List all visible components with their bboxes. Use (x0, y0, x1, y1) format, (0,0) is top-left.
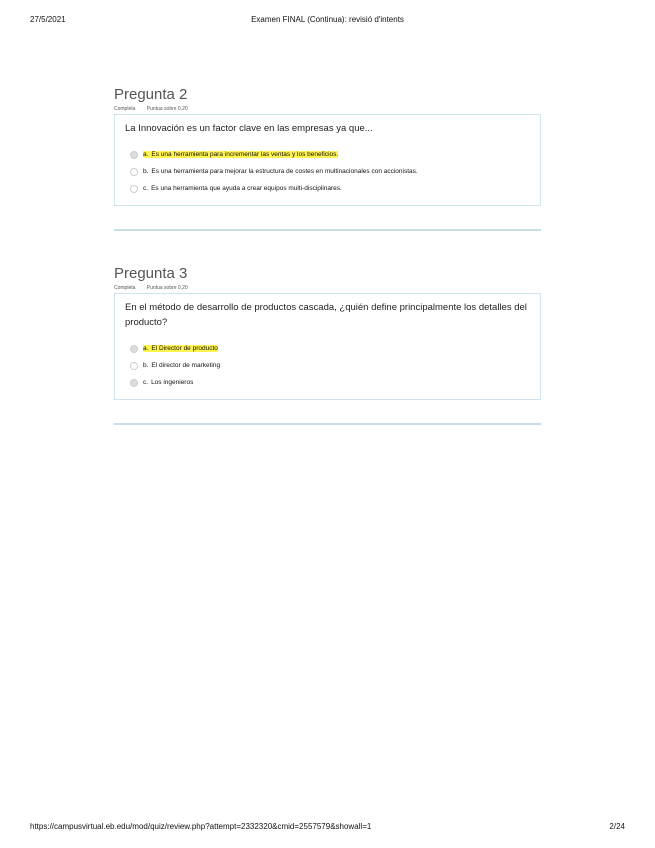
question-2 (114, 86, 541, 206)
question-divider (114, 423, 541, 425)
answer-text: El Director de producto (151, 345, 218, 352)
answer-highlight (143, 151, 338, 158)
radio-icon[interactable] (130, 379, 138, 387)
answer-option-c[interactable] (130, 180, 530, 197)
question-text: La Innovación es un factor clave en las empresas ya que... (125, 123, 373, 134)
question-title: Pregunta 2 (114, 86, 188, 103)
question-3 (114, 265, 541, 400)
answer-option-b[interactable] (130, 163, 530, 180)
print-url: https://campusvirtual.eb.edu/mod/quiz/review.php?attempt=2332320&cmid=2557579&showall=1 (30, 822, 372, 831)
question-status: Completa (114, 285, 136, 291)
question-status: Completa (114, 106, 136, 112)
question-info (114, 106, 541, 113)
answer-letter: a. (143, 345, 149, 352)
answer-option-a[interactable] (130, 146, 530, 163)
question-divider (114, 229, 541, 231)
question-title: Pregunta 3 (114, 265, 188, 282)
radio-icon[interactable] (130, 185, 138, 193)
print-date: 27/5/2021 (30, 15, 66, 24)
radio-icon[interactable] (130, 345, 138, 353)
radio-icon[interactable] (130, 151, 138, 159)
print-title: Examen FINAL (Continua): revisió d'intents (251, 15, 404, 24)
answer-option-b[interactable] (130, 357, 530, 374)
print-footer (0, 822, 655, 834)
answer-list (125, 340, 530, 391)
radio-icon[interactable] (130, 362, 138, 370)
answer-list (125, 146, 530, 197)
answer-option-c[interactable] (130, 374, 530, 391)
answer-text: Es una herramienta para mejorar la estructura de costes en multinacionales con accionistas. (151, 168, 418, 175)
question-info (114, 285, 541, 292)
answer-option-a[interactable] (130, 340, 530, 357)
print-page-number: 2/24 (609, 822, 625, 831)
print-header (0, 15, 655, 27)
answer-letter: a. (143, 151, 149, 158)
answer-text: Es una herramienta para incrementar las ventas y los beneficios. (151, 151, 339, 158)
answer-text: Los ingenieros (151, 379, 194, 386)
question-content (114, 114, 541, 206)
answer-letter: b. (143, 168, 149, 175)
radio-icon[interactable] (130, 168, 138, 176)
question-text: En el método de desarrollo de productos cascada, ¿quién define principalmente los detalles del producto? (125, 302, 527, 328)
answer-letter: b. (143, 362, 149, 369)
question-score: Puntua sobre 0,20 (146, 285, 188, 291)
question-score: Puntua sobre 0,20 (146, 106, 188, 112)
answer-text: El director de marketing (151, 362, 221, 369)
answer-text: Es una herramienta que ayuda a crear equipos multi-disciplinares. (151, 185, 342, 192)
answer-highlight (143, 345, 218, 352)
answer-letter: c. (143, 185, 149, 192)
question-content (114, 293, 541, 400)
answer-letter: c. (143, 379, 149, 386)
